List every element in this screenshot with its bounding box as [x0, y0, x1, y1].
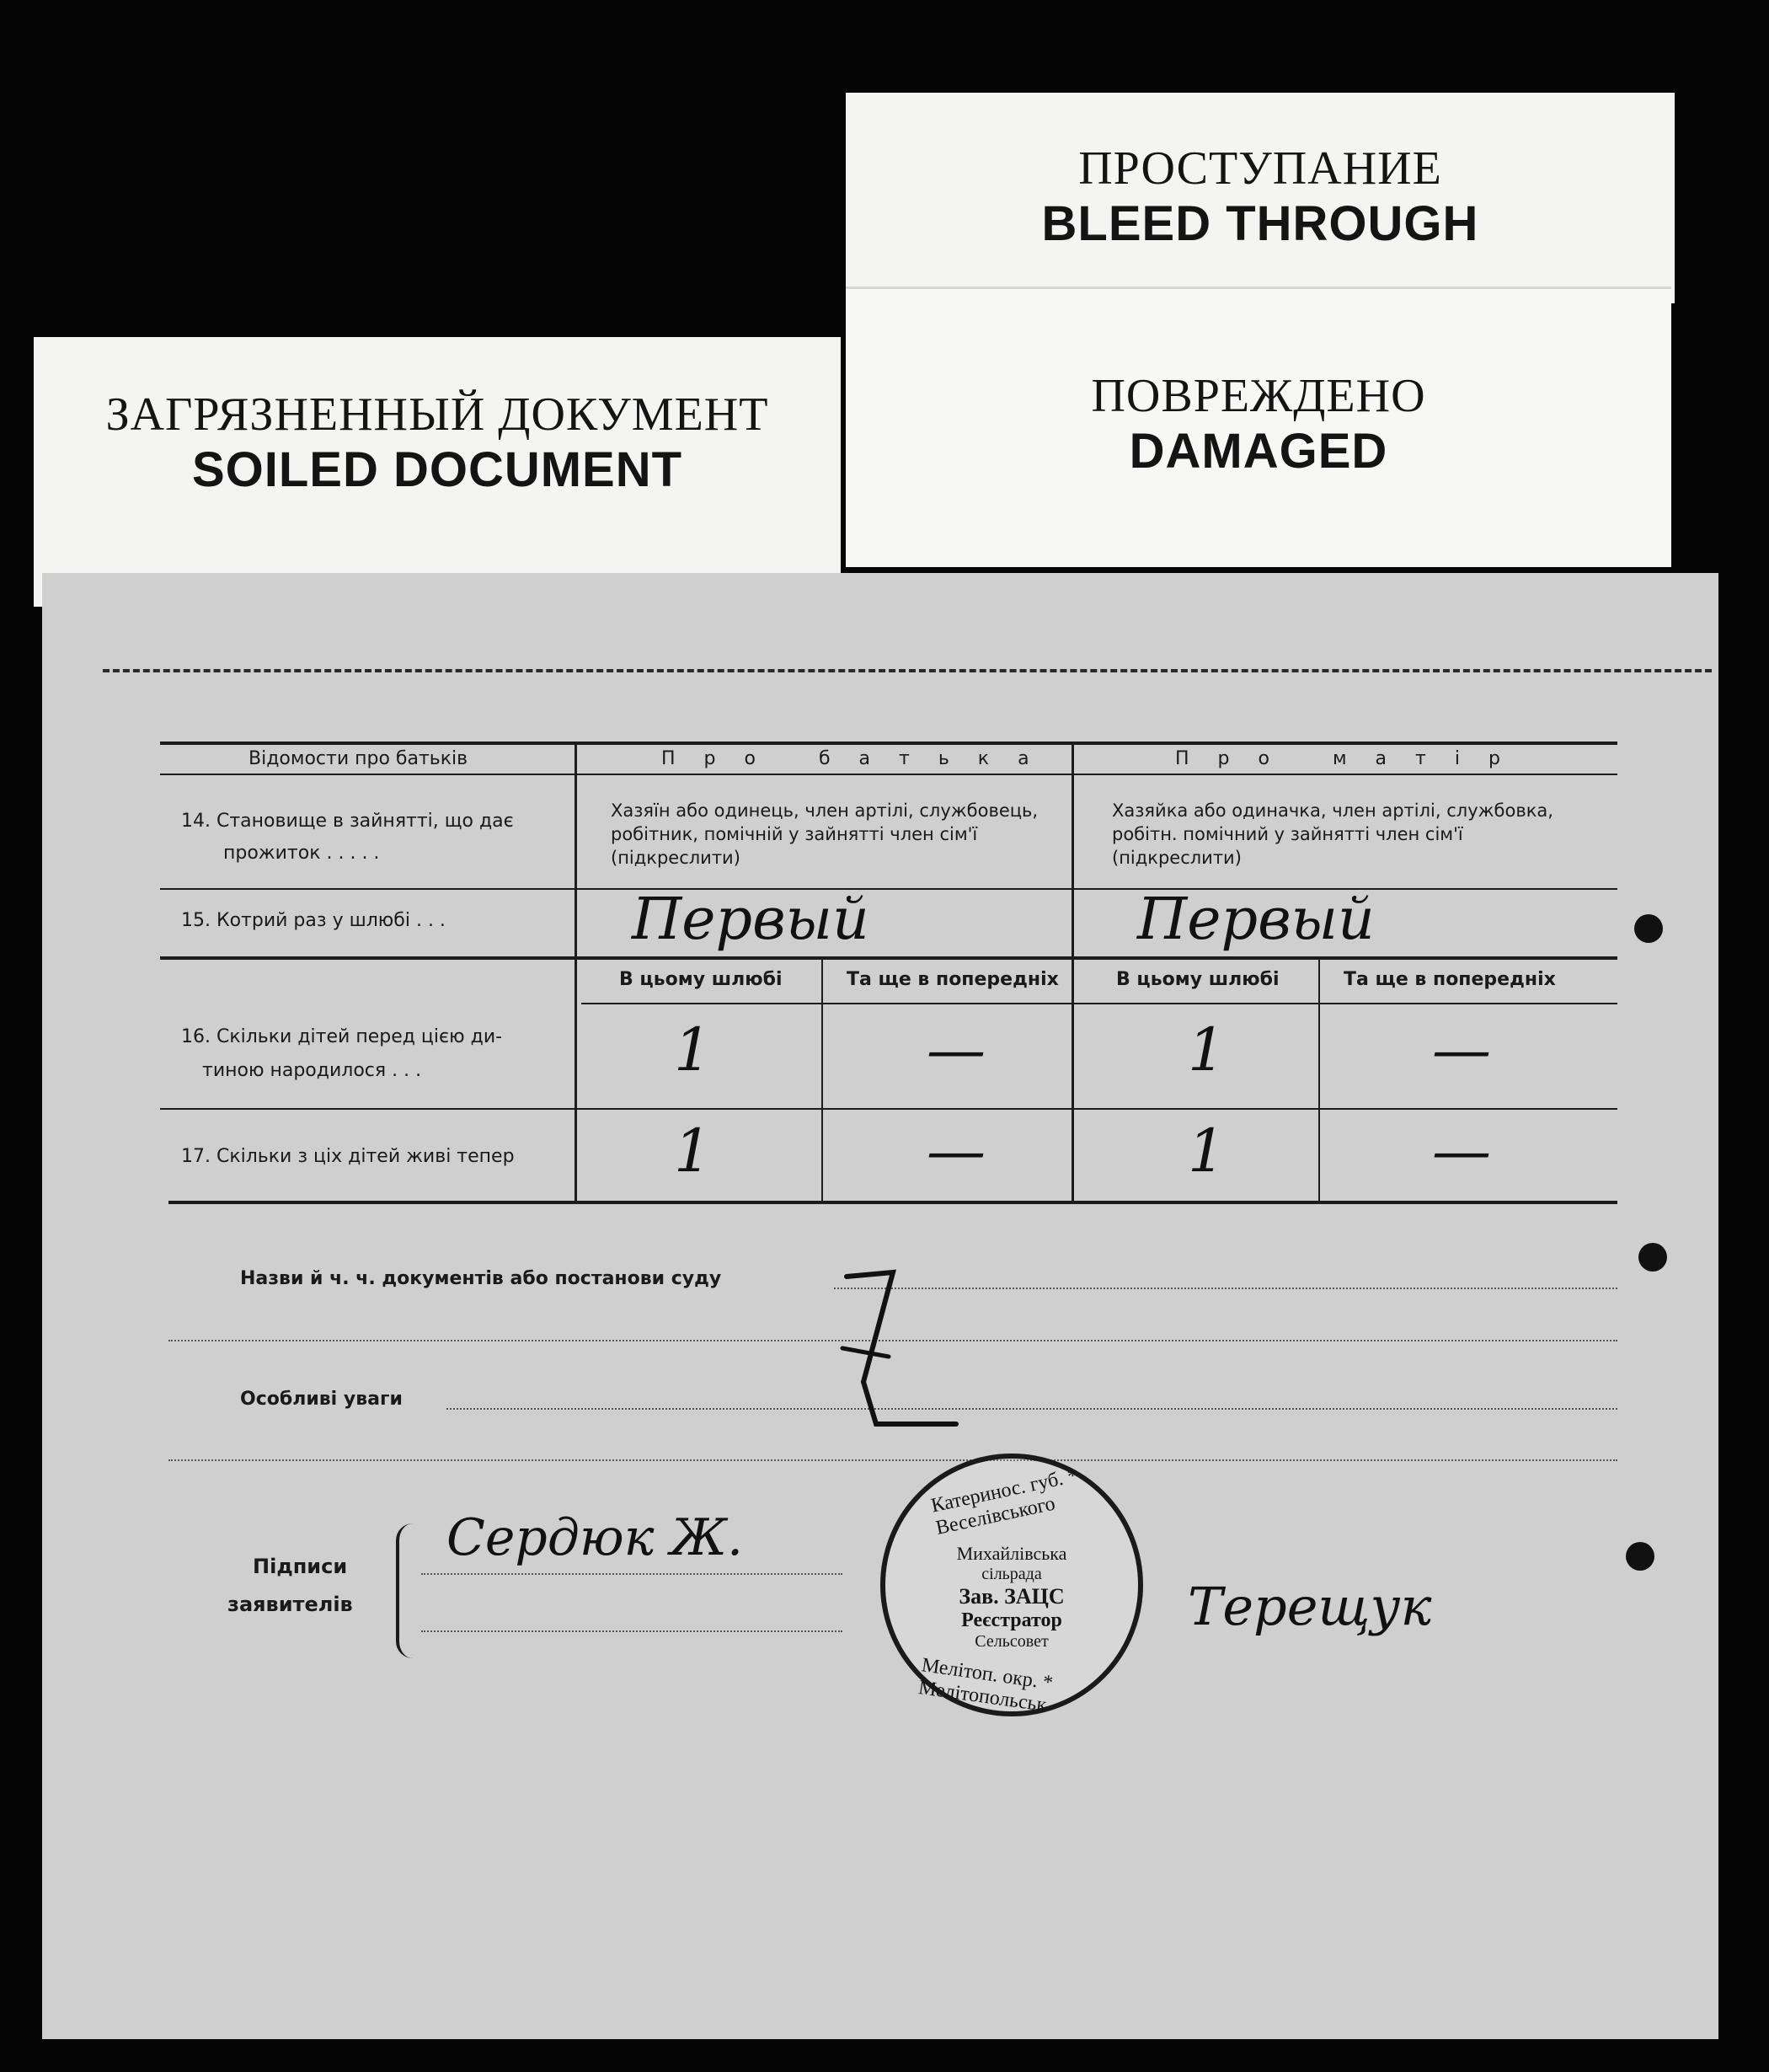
row17-mother-previous: —: [1432, 1116, 1491, 1186]
damaged-label-en: DAMAGED: [1129, 424, 1388, 479]
damaged-label-ru: ПОВРЕЖДЕНО: [1091, 370, 1426, 422]
row16-label-line2: тиною народилося . . .: [202, 1060, 422, 1081]
documents-label: Назви й ч. ч. документів або постанови суду: [240, 1268, 722, 1289]
col-divider-1: [575, 742, 577, 1201]
stamp-center: [944, 1543, 1079, 1652]
stamp-line-2: сільрада: [981, 1565, 1042, 1583]
registrar-signature: Терещук: [1188, 1576, 1432, 1637]
header-parents-info: Відомости про батьків: [249, 748, 468, 769]
stamp-line-5: Сельсовет: [975, 1632, 1049, 1651]
signatures-label-line2: заявителів: [227, 1593, 353, 1616]
header-rule: [160, 774, 1617, 775]
registry-stamp: [880, 1454, 1143, 1716]
soiled-label-ru: ЗАГРЯЗНЕННЫЙ ДОКУМЕНТ: [105, 388, 769, 441]
row14-father-options: Хазяїн або одинець, член артілі, службовець, робітник, помічній у зайнятті член сім'ї (підкреслити): [611, 800, 1039, 868]
row16-father-current: 1: [674, 1015, 712, 1084]
applicant-signature: Сердюк Ж.: [446, 1508, 744, 1567]
document-sheet: [42, 573, 1718, 2039]
subheader-father-previous: Та ще в попередніх: [847, 969, 1059, 990]
stamp-line-4: Реєстратор: [961, 1609, 1062, 1631]
remarks-line-2: [168, 1459, 1617, 1461]
row15-father-value: Первый: [632, 886, 869, 953]
row14-rule: [160, 888, 1617, 890]
soiled-label-en: SOILED DOCUMENT: [191, 442, 683, 497]
row17-father-current: 1: [674, 1116, 712, 1186]
remarks-line: [446, 1408, 1617, 1410]
row14-label-line2: прожиток . . . . .: [223, 843, 380, 864]
table-bottom-rule: [168, 1201, 1617, 1204]
stamp-ring-bottom: Мелітоп. окр. * Мелітопольськ: [917, 1654, 1055, 1716]
soiled-document-label: [34, 337, 841, 607]
row15-mother-value: Первый: [1137, 886, 1375, 953]
signature-line-2: [421, 1630, 842, 1632]
row16-rule: [160, 1108, 1617, 1110]
row17-father-previous: —: [927, 1116, 986, 1186]
row16-mother-current: 1: [1188, 1015, 1226, 1084]
strike-mark: [830, 1256, 981, 1441]
stamp-line-1: Михайлівська: [956, 1543, 1067, 1564]
col-divider-2: [1072, 742, 1074, 1201]
damaged-label: [846, 286, 1671, 567]
row15-rule: [160, 956, 1617, 960]
subheader-mother-previous: Та ще в попередніх: [1344, 969, 1556, 990]
stamp-line-3: Зав. ЗАЦС: [959, 1584, 1065, 1609]
header-mother: Про матір: [1175, 748, 1529, 769]
perforation-line: [103, 669, 1712, 672]
subheader-father-current: В цьому шлюбі: [619, 969, 783, 990]
signature-bracket: [396, 1523, 418, 1658]
binder-hole: [1638, 1243, 1667, 1272]
bleed-through-label: [846, 93, 1675, 303]
row16-mother-previous: —: [1432, 1015, 1491, 1084]
signatures-label-line1: Підписи: [253, 1555, 348, 1578]
signature-line-1: [421, 1573, 842, 1575]
binder-hole: [1626, 1542, 1654, 1571]
row17-mother-current: 1: [1188, 1116, 1226, 1186]
row16-father-previous: —: [927, 1015, 986, 1084]
subheader-rule: [581, 1003, 1617, 1004]
bleed-label-en: BLEED THROUGH: [1041, 196, 1479, 251]
remarks-label: Особливі уваги: [240, 1389, 403, 1410]
bleed-label-ru: ПРОСТУПАНИЕ: [1078, 142, 1442, 195]
stamp-ring-top: Катеринос. губ. * Веселівського: [929, 1464, 1081, 1539]
table-top-rule: [160, 742, 1617, 745]
row15-label: 15. Котрий раз у шлюбі . . .: [181, 910, 446, 931]
row14-mother-options: Хазяйка або одиначка, член артілі, службовка, робітн. помічний у зайнятті член сім'ї (підкреслити): [1112, 800, 1553, 868]
subheader-mother-current: В цьому шлюбі: [1116, 969, 1280, 990]
binder-hole: [1634, 914, 1663, 943]
header-father: Про батька: [661, 748, 1058, 769]
row14-label-line1: 14. Становище в зайнятті, що дає: [181, 811, 514, 832]
row17-label: 17. Скільки з ціх дітей живі тепер: [181, 1146, 515, 1167]
mother-split: [1318, 956, 1320, 1201]
father-split: [821, 956, 823, 1201]
row16-label-line1: 16. Скільки дітей перед цією ди-: [181, 1026, 503, 1047]
